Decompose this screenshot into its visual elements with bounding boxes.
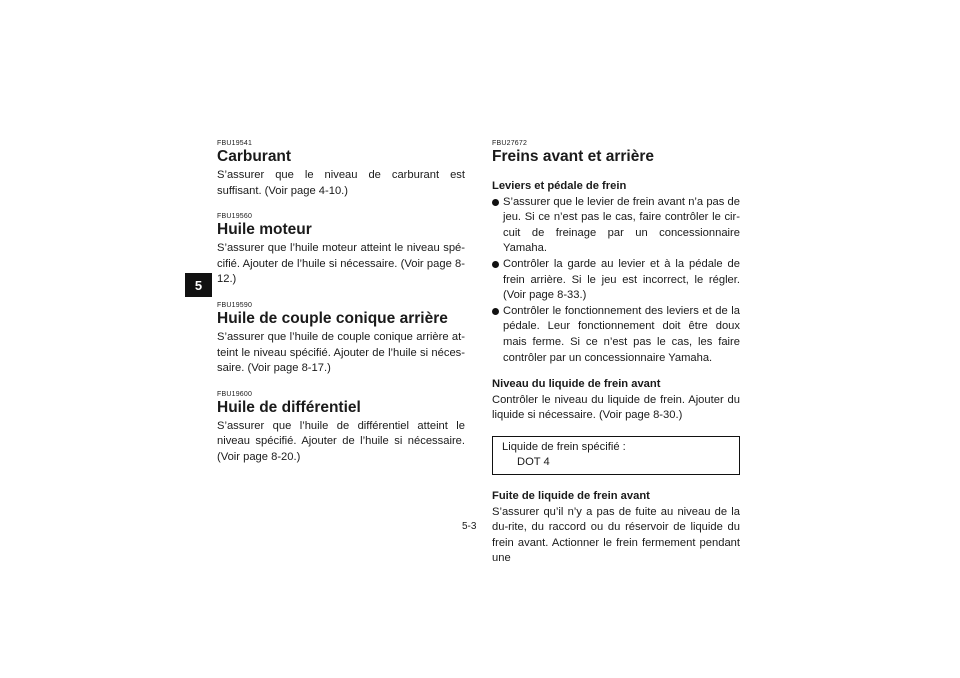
list-item-text: Contrôler la garde au levier et à la pédale de frein arrière. Si le jeu est incorrect, le régler. (Voir page 8-33.) [503, 257, 740, 302]
section-heading: Huile moteur [217, 221, 312, 239]
section-text: Contrôler le niveau du liquide de frein. Ajouter du liquide si nécessaire. (Voir page 8-30.) [492, 393, 740, 422]
list-item-text: Contrôler le fonctionnement des leviers et de la pédale. Leur fonctionnement doit être doux mais ferme. Si ce n’est pas le cas, les faire contrôler par un concessionnaire Yamaha. [503, 304, 740, 364]
section-code: FBU19600 [217, 390, 253, 398]
bullet-icon [492, 261, 499, 268]
left-column [217, 140, 465, 480]
subheading-fuite: Fuite de liquide de frein avant [492, 489, 650, 502]
section-carburant [217, 140, 465, 199]
section-code: FBU19541 [217, 140, 253, 147]
section-text: S’assurer qu’il n’y a pas de fuite au niveau de la du-rite, du raccord ou du réservoir de liquide du frein avant. Actionner le frein fermement pendant une [492, 505, 740, 565]
section-code: FBU27672 [492, 140, 528, 147]
spec-box [492, 436, 740, 475]
section-heading: Huile de différentiel [217, 398, 361, 416]
chapter-number: 5 [194, 277, 203, 293]
section-text: S’assurer que l’huile de couple conique arrière at-teint le niveau spécifié. Ajouter de l’huile si néces-saire. (Voir page 8-17.) [217, 330, 465, 375]
section-couple-conique [217, 302, 465, 377]
section-code: FBU19560 [217, 213, 253, 221]
spec-label: Liquide de frein spécifié : [502, 440, 626, 453]
page-number: 5-3 [462, 521, 477, 532]
bullet-icon [492, 308, 499, 315]
section-heading: Freins avant et arrière [492, 148, 654, 165]
subheading-leviers: Leviers et pédale de frein [492, 180, 627, 192]
list-item [492, 257, 740, 304]
right-column [492, 140, 740, 567]
list-item [492, 195, 740, 257]
section-text: S’assurer que le niveau de carburant est suffisant. (Voir page 4-10.) [217, 169, 465, 197]
subheading-niveau: Niveau du liquide de frein avant [492, 378, 661, 391]
bullet-list [492, 195, 740, 367]
section-heading: Huile de couple conique arrière [217, 309, 448, 327]
list-item-text: S’assurer que le levier de frein avant n’a pas de jeu. Si ce n’est pas le cas, faire contrôler le cir-cuit de freinage par un concessionnaire Yamaha. [503, 195, 740, 255]
section-text: S’assurer que l’huile moteur atteint le niveau spé-cifié. Ajouter de l’huile si nécessaire. (Voir page 8-12.) [217, 242, 465, 286]
section-heading: Carburant [217, 148, 292, 165]
chapter-tab [185, 273, 212, 297]
list-item [492, 304, 740, 366]
section-huile-moteur [217, 213, 465, 288]
section-text: S’assurer que l’huile de différentiel atteint le niveau spécifié. Ajouter de l’huile si nécessaire. (Voir page 8-20.) [217, 419, 465, 463]
section-code: FBU19590 [217, 301, 253, 309]
spec-value: DOT 4 [517, 455, 550, 468]
section-differentiel [217, 391, 465, 466]
bullet-icon [492, 199, 499, 206]
